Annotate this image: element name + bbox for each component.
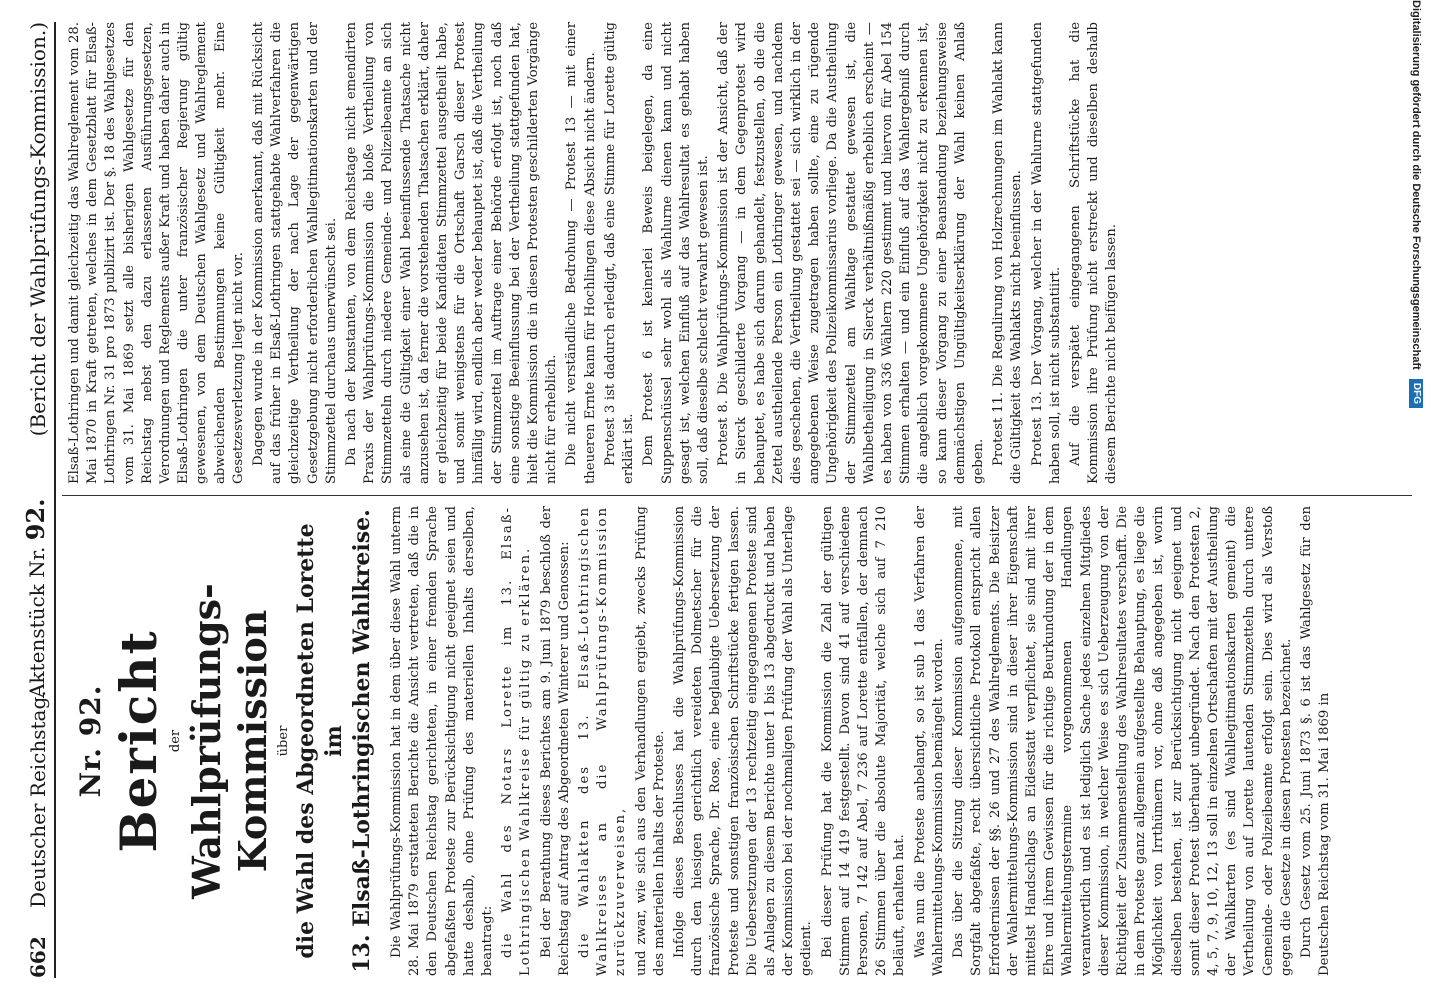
paragraph: Was nun die Proteste anbelangt, so ist sub 1 das Verfahren der Wahlermittelungs-Kommission bemängelt worden. [912,506,946,976]
paragraph: Die nicht verständliche Bedrohung — Protest 13 — mit einer theueren Ernte kann für Hochlingen diese Absicht nicht ändern. [564,22,598,484]
left-column [66,506,1412,976]
paragraph: die Wahl des Notars Lorette im 13. Elsaß-Lothringischen Wahlkreise für gültig zu erklären. [500,506,534,976]
paragraph: Protest 8. Die Wahlprüfungs-Kommission ist der Ansicht, daß der in Sierck geschilderte Vorgang — in dem Gegenprotest wird behauptet, es habe sich darum gehandelt, festzustellen, ob die die Zettel austheilende Person ein Lothringer gewesen, und nachdem dies geschehen, die Vertheilung gestattet sei — sich wirklich in der angegebenen Weise zugetragen haben sollte, eine zu rügende Ungehörigkeit des Polizeikommissarius vorliege. Da die Austheilung der Stimmzettel am Wahltage gestattet gewesen ist, die Wahlbetheiligung in Sierck verhältnißmäßig erheblich erscheint — es haben von 336 Wählern 220 gestimmt und hiervon für Abel 154 Stimmen erhalten — und ein Einfluß auf das Wahlergebniß durch die angeblich vorgekommene Ungehörigkeit nicht zu erkennen ist, so kann dieser Vorgang zu einer Beanstandung beziehungsweise demnächstigen Ungültigkeitserklärung der Wahl keinen Anlaß geben. [716,22,986,484]
report-der: der [168,729,183,753]
paragraph: Protest 3 ist dadurch erledigt, daß eine Stimme für Lorette gültig erklärt ist. [602,22,637,484]
header-section: (Bericht der Wahlprüfungs-Kommission.) [26,22,50,437]
report-number: Nr. 92. [74,684,107,798]
report-ueber: über [276,725,291,757]
dfg-sidebar [1406,0,1426,1000]
report-subject-line2: 13. Elsaß-Lothringischen Wahlkreise. [349,509,375,973]
page-number: 662 [26,936,50,978]
paragraph: Auf die verspätet eingegangenen Schriftstücke hat die Kommission ihre Prüfung nicht erstreckt und dieselben deshalb diesem Berichte nicht beifügen lassen. [1067,22,1120,484]
right-column [66,22,1412,484]
header-document-number [21,498,50,698]
column-divider [62,495,1412,496]
paragraph: und zwar, wie sich aus den Verhandlungen ergiebt, zwecks Prüfung des materiellen Inhalts der Proteste. [633,506,667,976]
page-header [18,22,56,978]
dfg-credit [1406,0,1426,1000]
dfg-logo: DFG [1409,379,1423,408]
header-document-no: 92. [21,498,50,541]
report-subject-line1: die Wahl des Abgeordneten Lorette im [293,523,347,959]
report-subject [292,506,376,976]
paragraph: Bei dieser Prüfung hat die Kommission die Zahl der gültigen Stimmen auf 14 419 festgestellt. Davon sind 41 auf verschiedene Personen, 7 142 auf Abel, 7 236 auf Lorette entfallen, der demnach 26 Stimmen über die absolute Majorität, welche sich auf 7 210 beläuft, erhalten hat. [819,506,908,976]
paragraph: die Wahlakten des 13. Elsaß-Lothringischen Wahlkreises an die Wahlprüfungs-Kommission zurückzuverweisen, [577,506,629,976]
paragraph: Dagegen wurde in der Kommission anerkannt, daß mit Rücksicht auf das früher in Elsaß-Lothringen stattgehabte Wahlverfahren die gleichzeitige Vertheilung der nach Lage der gegenwärtigen Gesetzgebung nicht erforderlichen Wahllegitimationskarten und der Stimmzettel durchaus unerwünscht sei. [251,22,339,484]
report-title: Bericht [109,629,168,853]
report-commission: Wahlprüfungs-Kommission [184,583,275,899]
paragraph: Da nach der konstanten, von dem Reichstage nicht emendirten Praxis der Wahlprüfungs-Kommission die bloße Vertheilung von Stimmzetteln durch niedere Gemeinde- und Polizeibeamte an sich als eine die Gültigkeit einer Wahl beeinflussende Thatsache nicht anzusehen ist, da ferner die vorstehenden Thatsachen erklärt, daher er gleichzeitig für beide Kandidaten Stimmzettel ausgetheilt habe, und somit wenigstens für die Ortschaft Garsch dieser Protest hinfällig wird, endlich aber weder behauptet ist, daß die Vertheilung der Stimmzettel im Auftrage einer Behörde erfolgt ist, noch daß eine sonstige Beeinflussung bei der Vertheilung stattgefunden hat, hielt die Kommission die in diesen Protesten geschilderten Vorgänge nicht für erheblich. [344,22,560,484]
paragraph: Elsaß-Lothringen und damit gleichzeitig das Wahlreglement vom 28. Mai 1870 in Kraft getreten, welches in dem Gesetzblatt für Elsaß-Lothringen Nr. 31 pro 1873 publizirt ist. Der §. 18 des Wahlgesetzes vom 31. Mai 1869 setzt alle bisherigen Wahlgesetze für den Reichstag nebst den dazu erlassenen Ausführungsgesetzen, Verordnungen und Reglements außer Kraft und haben daher auch in Elsaß-Lothringen die unter französischer Regierung gültig gewesenen, von dem Deutschen Wahlgesetz und Wahlreglement abweichenden Bestimmungen keine Gültigkeit mehr. Eine Gesetzesverletzung liegt nicht vor. [67,22,246,484]
header-publication: Deutscher Reichstag. [26,690,50,908]
paragraph: Dem Protest 6 ist keinerlei Beweis beigelegen, da eine Suppenschüssel sehr wohl als Wahlurne dienen kann und nicht gesagt ist, welchen Einfluß auf das Wahlresultat es gehabt haben soll, daß dieselbe schlecht verwahrt gewesen ist. [641,22,711,484]
paragraph: Protest 11. Die Regulirung von Holzrechnungen im Wahlakt kann die Gültigkeit des Wahlakts nicht beeinflussen. [991,22,1025,484]
paragraph: Infolge dieses Beschlusses hat die Wahlprüfungs-Kommission durch den hiesigen gerichtlich vereideten Dolmetscher für die französische Sprache, Dr. Rose, eine beglaubigte Uebersetzung der Proteste und sonstigen französischen Schriftstücke fertigen lassen. Die Uebersetzungen der 13 rechtzeitig eingegangenen Proteste sind als Anlagen zu diesem Berichte unter 1 bis 13 abgedruckt und haben der Kommission bei der nochmaligen Prüfung der Wahl als Unterlage gedient. [672,506,815,976]
paragraph: Protest 13. Der Vorgang, welcher in der Wahlurne stattgefunden haben soll, ist nicht substantiirt. [1029,22,1063,484]
dfg-credit-text: Digitalisierung gefördert durch die Deutsche Forschungsgemeinschaft [1410,0,1422,370]
paragraph: Bei der Berathung dieses Berichtes am 9. Juni 1879 beschloß der Reichstag auf Antrag des Abgeordneten Winterer und Genossen: [538,506,572,976]
paragraph: Die Wahlprüfungs-Kommission hat in dem über diese Wahl unterm 28. Mai 1879 erstatteten Berichte die Ansicht vertreten, daß die in den Deutschen Reichstag gerichteten, in einer fremden Sprache abgefaßten Proteste zur Berücksichtigung nicht geeignet seien und hatte deshalb, ohne Prüfung des materiellen Inhalts derselben, beantragt: [389,506,496,976]
paragraph: Das über die Sitzung dieser Kommission aufgenommene, mit Sorgfalt abgefaßte, recht übersichtliche Protokoll entspricht allen Erfordernissen der §§. 26 und 27 des Wahlreglements. Die Beisitzer der Wahlermittelungs-Kommission sind in dieser ihrer Eigenschaft mittelst Handschlags an Eidesstatt verpflichtet, sie sind mit ihrer Ehre und ihrem Gewissen für die richtige Beurkundung der in dem Wahlermittelungstermine vorgenommenen Handlungen verantwortlich und es ist lediglich Sache jedes einzelnen Mitgliedes dieser Kommission, in welcher Weise es sich Ueberzeugung von der Richtigkeit der Zusammenstellung des Wahlresultates verschafft. Die in dem Proteste ganz allgemein aufgestellte Behauptung, es liege die Möglichkeit von Irrthümern vor, ohne daß angegeben ist, worin dieselben bestehen, ist zur Berücksichtigung nicht geeignet und somit dieser Protest überhaupt unbegründet. Nach den Protesten 2, 4, 5, 7, 9, 10, 12, 13 soll in einzelnen Ortschaften mit der Austheilung der Wahlkarten (es sind Wahllegitimationskarten gemeint) die Vertheilung von auf Lorette lautenden Stimmzetteln durch untere Gemeinde- oder Polizeibeamte erfolgt sein. Dies wird als Verstoß gegen die Gesetze in diesen Protesten bezeichnet. [951,506,1294,976]
paragraph: Durch Gesetz vom 25. Juni 1873 §. 6 ist das Wahlgesetz für den Deutschen Reichstag vom 31. Mai 1869 in [1298,506,1333,976]
header-document-prefix: Aktenstück Nr. [25,546,49,698]
